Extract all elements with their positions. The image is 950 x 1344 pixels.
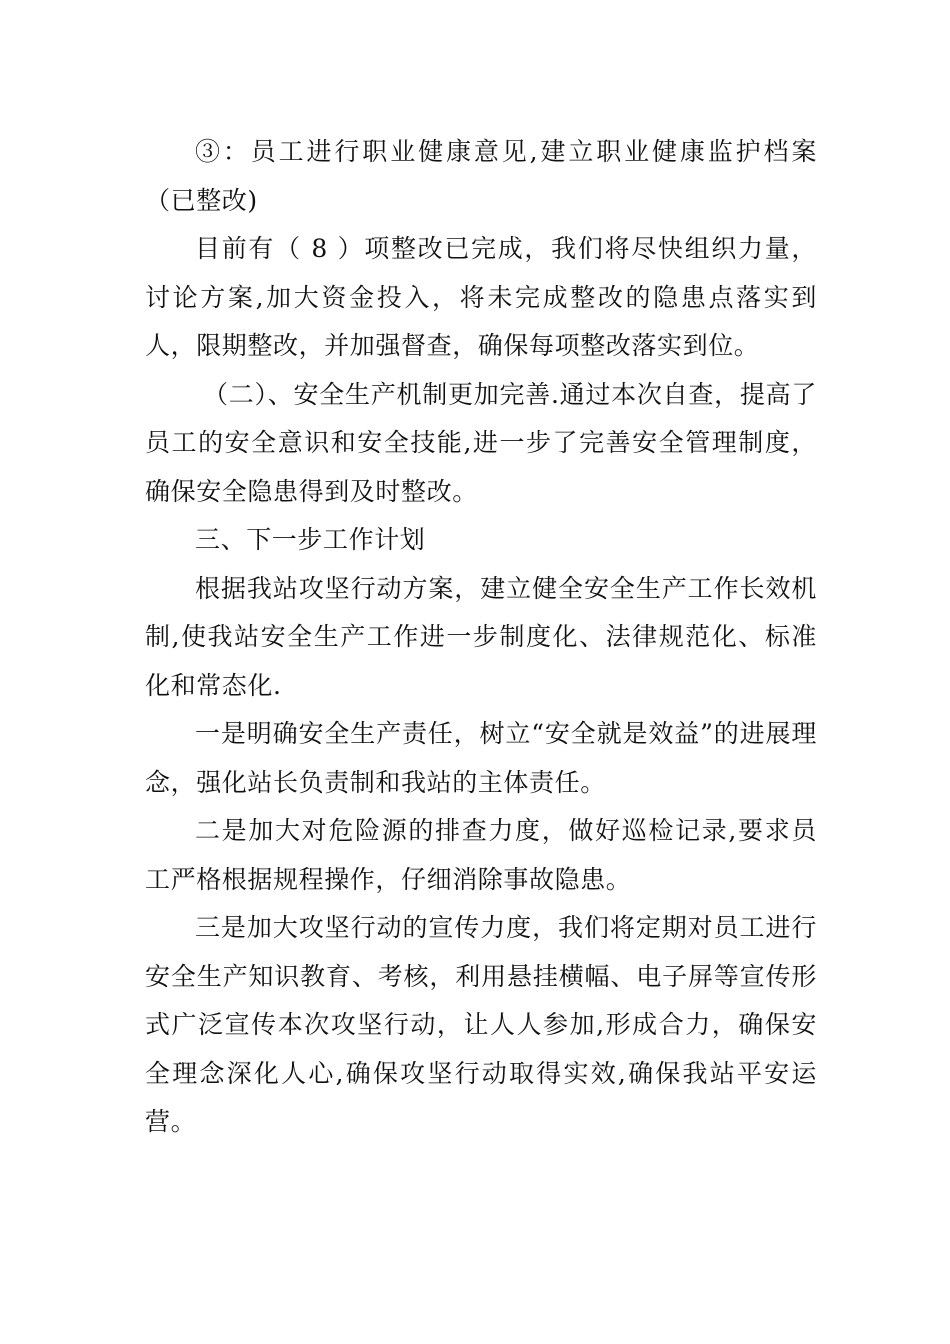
paragraph-rectification-status: 目前有（ 8 ）项整改已完成，我们将尽快组织力量，讨论方案,加大资金投入，将未完成整改的隐患点落实到人，限期整改，并加强督查，确保每项整改落实到位。 [145, 234, 817, 360]
paragraph-publicity: 三是加大攻坚行动的宣传力度，我们将定期对员工进行安全生产知识教育、考核，利用悬挂横幅、电子屏等宣传形式广泛宣传本次攻坚行动，让人人参加,形成合力，确保安全理念深化人心,确保攻坚行动取得实效,确保我站平安运营。 [145, 913, 817, 1136]
section-heading-next-plan: 三、下一步工作计划 [195, 525, 426, 554]
paragraph-safety-mechanism: （二）、安全生产机制更加完善.通过本次自查，提高了员工的安全意识和安全技能,进一步了完善安全管理制度，确保安全隐患得到及时整改。 [145, 379, 817, 506]
document-page [145, 128, 817, 1147]
paragraph-action-plan: 根据我站攻坚行动方案，建立健全安全生产工作长效机制,使我站安全生产工作进一步制度化、法律规范化、标准化和常态化. [145, 573, 817, 700]
paragraph-responsibility: 一是明确安全生产责任，树立“安全就是效益”的进展理念，强化站长负责制和我站的主体责任。 [145, 719, 817, 797]
paragraph-hazard-inspection: 二是加大对危险源的排查力度，做好巡检记录,要求员工严格根据规程操作，仔细消除事故隐患。 [145, 816, 817, 894]
paragraph-health-records: ③：员工进行职业健康意见,建立职业健康监护档案（已整改) [145, 137, 817, 215]
